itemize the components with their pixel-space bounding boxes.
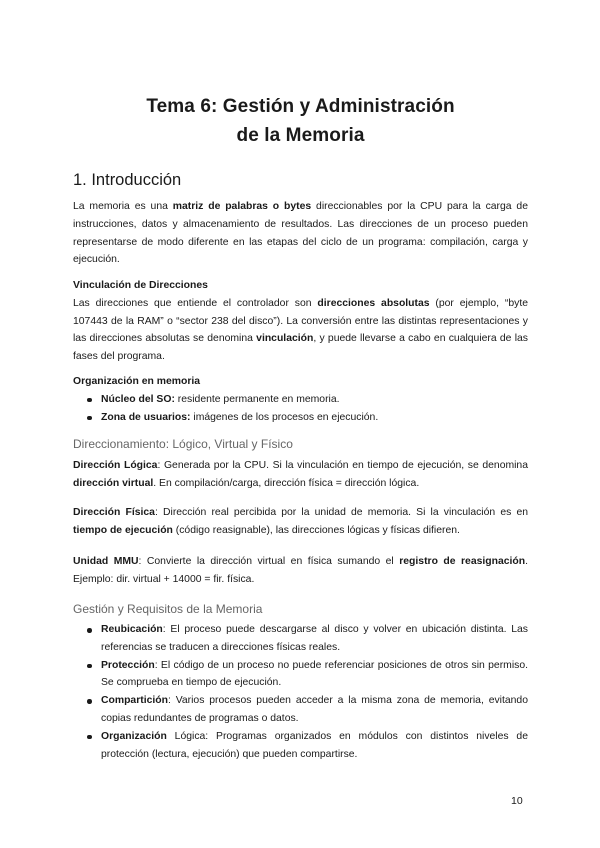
intro-paragraph: La memoria es una matriz de palabras o bytes direccionables por la CPU para la carga de instrucciones, datos y almacenamiento de resultados. Las direcciones de un proceso pueden representarse de modo diferente en las etapas del ciclo de un programa: compilación, carga y ejecución. bbox=[73, 201, 528, 266]
list-item: Protección: El código de un proceso no puede referenciar posiciones de otros sin permiso. Se comprueba en tiempo de ejecución. bbox=[73, 657, 528, 693]
subsection-heading-gestion: Gestión y Requisitos de la Memoria bbox=[73, 602, 263, 616]
page-title bbox=[73, 92, 528, 150]
gestion-heading-wrap bbox=[73, 601, 528, 617]
list-item: Compartición: Varios procesos pueden acceder a la misma zona de memoria, evitando copias redundantes de programas o datos. bbox=[73, 692, 528, 728]
vinculacion-block bbox=[73, 277, 528, 366]
section-heading-introduccion: 1. Introducción bbox=[73, 171, 182, 189]
intro-bold-term: matriz de palabras o bytes bbox=[172, 201, 312, 212]
list-item: Núcleo del SO: residente permanente en memoria. bbox=[73, 391, 528, 409]
title-line-1: Tema 6: Gestión y Administración bbox=[146, 96, 455, 117]
vinculacion-paragraph: Las direcciones que entiende el controlador son direcciones absolutas (por ejemplo, “byte 107443 de la RAM” o “sector 238 del disco”). La conversión entre las distintas representaciones y las direcciones absolutas se denomina vinculación, y puede llevarse a cabo en cualquiera de las fases del programa. bbox=[73, 297, 529, 363]
list-item: Reubicación: El proceso puede descargarse al disco y volver en ubicación distinta. Las referencias se traducen a direcciones físicas reales. bbox=[73, 621, 528, 657]
subsection-heading-direccionamiento: Direccionamiento: Lógico, Virtual y Físico bbox=[73, 437, 293, 451]
direccion-fisica-paragraph: Dirección Física: Dirección real percibida por la unidad de memoria. Si la vinculación es en tiempo de ejecución (código reasignable), las direcciones lógicas y físicas difieren. bbox=[73, 507, 528, 536]
vinculacion-heading: Vinculación de Direcciones bbox=[73, 280, 208, 291]
direccion-logica-paragraph: Dirección Lógica: Generada por la CPU. Si la vinculación en tiempo de ejecución, se denomina dirección virtual. En compilación/carga, dirección física = dirección lógica. bbox=[73, 460, 528, 489]
organizacion-heading: Organización en memoria bbox=[73, 376, 201, 387]
list-item: Organización Lógica: Programas organizados en módulos con distintos niveles de protección (lectura, ejecución) que pueden compartirse. bbox=[73, 728, 528, 764]
organizacion-list bbox=[73, 391, 528, 427]
list-item: Zona de usuarios: imágenes de los procesos en ejecución. bbox=[73, 409, 528, 427]
mmu-paragraph: Unidad MMU: Convierte la dirección virtual en física sumando el registro de reasignación. Ejemplo: dir. virtual + 14000 = fir. física. bbox=[73, 556, 528, 585]
page-number: 10 bbox=[511, 795, 523, 807]
title-line-2: de la Memoria bbox=[236, 125, 365, 146]
organizacion-block bbox=[73, 373, 528, 426]
gestion-list bbox=[73, 621, 528, 763]
direccionamiento-heading-wrap bbox=[73, 436, 528, 452]
